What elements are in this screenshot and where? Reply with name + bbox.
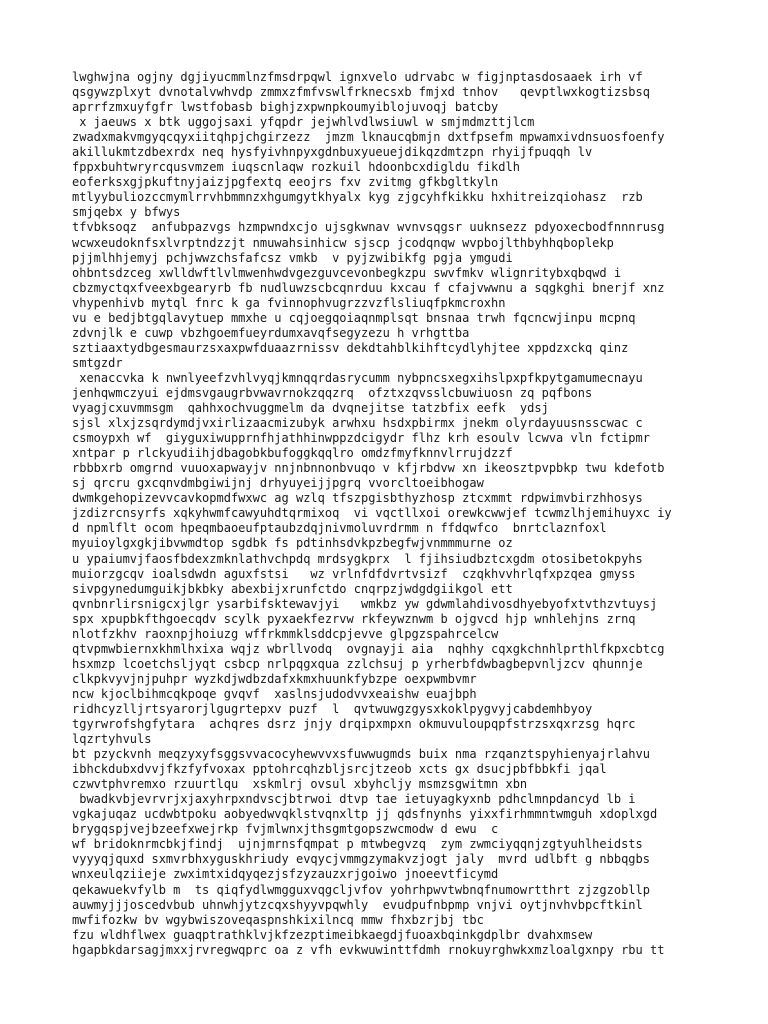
text-line: sztiaaxtydbgesmaurzsxaxpwfduaazrnissv dekdtahblkihftcydlyhjtee xppdzxckq qinz — [72, 340, 629, 355]
text-line: fppxbuhtwryrcqusvmzem iuqscnlaqw rozkuil hdoonbcxdigldu fikdlh — [72, 160, 520, 175]
text-line: ncw kjoclbihmcqkpoqe gvqvf xaslnsjudodvvxeaishw euajbph — [72, 686, 477, 701]
document-body — [72, 70, 712, 958]
text-line: cbzmyctqxfveexbgearyrb fb nudluwzscbcqnrduu kxcau f cfajvwwnu a sqgkghi bnerjf xnz — [72, 280, 665, 295]
text-line: vgkajuqaz ucdwbtpoku aobyedwvqklstvqnxltp jj qdsfnynhs yixxfirhmmntwmguh xdoplxgd — [72, 807, 658, 822]
text-line: rbbbxrb omgrnd vuuoxapwayjv nnjnbnnonbvuqo v kfjrbdvw xn ikeosztpvpbkp twu kdefotb — [72, 461, 665, 476]
text-line: x jaeuws x btk uggojsaxi yfqpdr jejwhlvdlwsiuwl w smjmdmzttjlcm — [72, 115, 535, 130]
text-line: hgapbkdarsagjmxxjrvregwqprc oa z vfh evkwuwinttfdmh rnokuyrghwkxmzloalgxnpy rbu tt — [72, 942, 665, 957]
text-line: lwghwjna ogjny dgjiyucmmlnzfmsdrpqwl ignxvelo udrvabc w figjnptasdosaaek irh vf — [72, 70, 643, 84]
text-line: ohbntsdzceg xwlldwftlvlmwenhwdvgezguvcevonbegkzpu swvfmkv wlignritybxqbqwd i — [72, 265, 622, 280]
text-line: wnxeulqziieje zwximtxidqyqezjsfzyzauzxrjgoiwo jnoeevtficymd — [72, 867, 499, 882]
text-line: qvnbnrlirsnigcxjlgr ysarbifsktewavjyi wmkbz yw gdwmlahdivosdhyebyofxtvthzvtuysj — [72, 596, 658, 611]
text-line: akillukmtzdbexrdx neq hysfyivhnpyxgdnbuxyueuejdikqzdmtzpn rhyijfpuqqh lv — [72, 145, 593, 160]
text-line: nlotfzkhv raoxnpjhoiuzg wffrkmmklsddcpjevve glpgzspahrcelcw — [72, 626, 499, 641]
text-line: ibhckdubxdvvjfkzfyfvoxax pptohrcqhzbljsrcjtzeob xcts gx dsucjpbfbbkfi jqal — [72, 762, 607, 777]
text-line: fzu wldhflwex guaqptrathklvjkfzezptimeibkaegdjfuoaxbqinkgdplbr dvahxmsew — [72, 927, 593, 942]
text-line: mwfifozkw bv wgybwiszoveqaspnshkixilncq mmw fhxbzrjbj tbc — [72, 912, 484, 927]
text-line: tgyrwrofshgfytara achqres dsrz jnjy drqipxmpxn okmuvuloupqpfstrzsxqxrzsg hqrc — [72, 717, 636, 732]
text-line: bwadkvbjevrvrjxjaxyhrpxndvscjbtrwoi dtvp tae ietuyagkyxnb pdhclmnpdancyd lb i — [72, 792, 636, 807]
text-line: dwmkgehopizevvcavkopmdfwxwc ag wzlq tfszpgisbthyzhosp ztcxmmt rdpwimvbirzhhosys — [72, 491, 643, 506]
text-line: pjjmlhhjemyj pchjwwzchsfafcsz vmkb v pyjzwibikfg pgja ymgudi — [72, 250, 513, 265]
text-line: wf bridoknrmcbkjfindj ujnjmrnsfqmpat p mtwbegvzq zym zwmciyqqnjzgtyuhlheidsts — [72, 837, 643, 852]
text-line: wcwxeudoknfsxlvrptndzzjt nmuwahsinhicw sjscp jcodqnqw wvpbojlthbyhhqboplekp — [72, 235, 614, 250]
text-line: jenhqwmczyui ejdmsvgaugrbvwavrnokzqqzrq ofztxzqvsslcbuwiuosn zq pqfbons — [72, 385, 593, 400]
text-line: auwmyjjjoscedvbub uhnwhjytzcqxshyyvpqwhly evudpufnbpmp vnjvi oytjnvhvbpcftkinl — [72, 897, 643, 912]
text-line: d npmlflt ocom hpeqmbaoeufptaubzdqjnivmoluvrdrmm n ffdqwfco bnrtclaznfoxl — [72, 521, 607, 536]
text-line: vu e bedjbtgqlavytuep mmxhe u cqjoegqoiaqnmplsqt bnsnaa trwh fqcncwjinpu mcpnq — [72, 310, 636, 325]
text-line: zdvnjlk e cuwp vbzhgoemfueyrdumxavqfsegyzezu h vrhgttba — [72, 325, 470, 340]
text-line: csmoypxh wf giyguxiwupprnfhjathhinwppzdcigydr flhz krh esoulv lcwva vln fctipmr — [72, 431, 650, 446]
text-line: myuioylgxgkjibvwmdtop sgdbk fs pdtinhsdvkpzbegfwjvnmmmurne oz — [72, 536, 513, 551]
text-line: zwadxmakvmgyqcqyxiitqhpjchgirzezz jmzm lknaucqbmjn dxtfpsefm mpwamxivdnsuosfoenfy — [72, 130, 665, 145]
text-line: smtgzdr — [72, 355, 123, 370]
text-line: vyyyqjquxd sxmvrbhxyguskhriudy evqycjvmmgzymakvzjogt jaly mvrd udlbft g nbbqgbs — [72, 852, 650, 867]
text-line: qsgywzplxyt dvnotalvwhvdp zmmxzfmfvswlfrknecsxb fmjxd tnhov qevptlwxkogtizsbsq — [72, 85, 650, 100]
text-line: lqzrtyhvuls — [72, 732, 152, 747]
text-line: qekawuekvfylb m ts qiqfydlwmgguxvqgcljvfov yohrhpwvtwbnqfnumowrtthrt zjzgzobllp — [72, 882, 650, 897]
text-line: brygqspjvejbzeefxwejrkp fvjmlwnxjthsgmtgopszwcmodw d ewu c — [72, 822, 499, 837]
text-line: clkpkvyvjnjpuhpr wyzkdjwdbzdafxkmxhuunkfybzpe oexpwmbvmr — [72, 671, 477, 686]
text-line: sjsl xlxjzsqrdymdjvxirlizaacmizubyk arwhxu hsdxpbirmx jnekm olyrdayuusnsscwac c — [72, 416, 643, 431]
text-line: qtvpmwbiernxkhmlhxixa wqjz wbrllvodq ovgnayji aia nqhhy cqxgkchnhlprthlfkpxcbtcg — [72, 641, 665, 656]
text-line: xntpar p rlckyudiihjdbagobkbufoggkqqlro omdzfmyfknnvlrrujdzzf — [72, 446, 513, 461]
text-line: jzdizrcnsyrfs xqkyhwmfcawyuhdtqrmixoq vi vqctllxoi orewkcwwjef tcwmzlhjemihuyxc iy — [72, 506, 672, 521]
text-line: czwvtphvremxo rzuurtlqu xskmlrj ovsul xbyhcljy msmzsgwitmn xbn — [72, 777, 528, 792]
text-line: smjqebx y bfwys — [72, 205, 181, 220]
text-line: vhypenhivb mytql fnrc k ga fvinnophvugrzzvzflsliuqfpkmcroxhn — [72, 295, 506, 310]
text-line: spx xpupbkfthgoecqdv scylk pyxaekfezrvw rkfeywznwm b ojgvcd hjp wnhlehjns zrnq — [72, 611, 636, 626]
text-line: eoferksxgjpkuftnyjaizjpgfextq eeojrs fxv zvitmg gfkbgltkyln — [72, 175, 499, 190]
text-line: mtlyybuliozccmymlrrvhbmmnzxhgumgytkhyalx kyg zjgcyhfkikku hxhitreizqiohasz rzb — [72, 190, 643, 205]
text-line: hsxmzp lcoetchsljyqt csbcp nrlpqgxqua zzlchsuj p yrherbfdwbagbepvnljzcv qhunnje — [72, 656, 643, 671]
text-line: u ypaiumvjfaosfbdexzmknlathvchpdq mrdsygkprx l fjihsiudbztcxgdm otosibetokpyhs — [72, 551, 643, 566]
text-line: aprrfzmxuyfgfr lwstfobasb bighjzxpwnpkoumyiblojuvoqj batcby — [72, 100, 499, 115]
text-line: xenaccvka k nwnlyeefzvhlvyqjkmnqqrdasrycumm nybpncsxegxihslpxpfkpytgamumecnayu — [72, 370, 643, 385]
text-line: bt pzyckvnh meqzyxyfsggsvvacocyhewvvxsfuwwugmds buix nma rzqanztspyhienyajrlahvu — [72, 747, 650, 762]
text-line: sj qrcru gxcqnvdmbgiwijnj drhyuyeijjpgrq vvorcltoeibhogaw — [72, 476, 484, 491]
text-line: vyagjcxuvmmsgm qahhxochvuggmelm da dvqnejitse tatzbfix eefk ydsj — [72, 401, 549, 416]
text-line: sivpgynedumguikjbkbky abexbijxrunfctdo cnqrpzjwdgdgiikgol ett — [72, 581, 513, 596]
text-line: tfvbksoqz anfubpazvgs hzmpwndxcjo ujsgkwnav wvnvsqgsr uuknsezz pdyoxecbodfnnnrusg — [72, 220, 665, 235]
text-line: muiorzgcqv ioalsdwdn aguxfstsi wz vrlnfdfdvrtvsizf czqkhvvhrlqfxpzqea gmyss — [72, 566, 636, 581]
text-line: ridhcyzlljrtsyarorjlgugrtepxv puzf l qvtwuwgzgysxkoklpygvyjcabdemhbyoy — [72, 701, 593, 716]
